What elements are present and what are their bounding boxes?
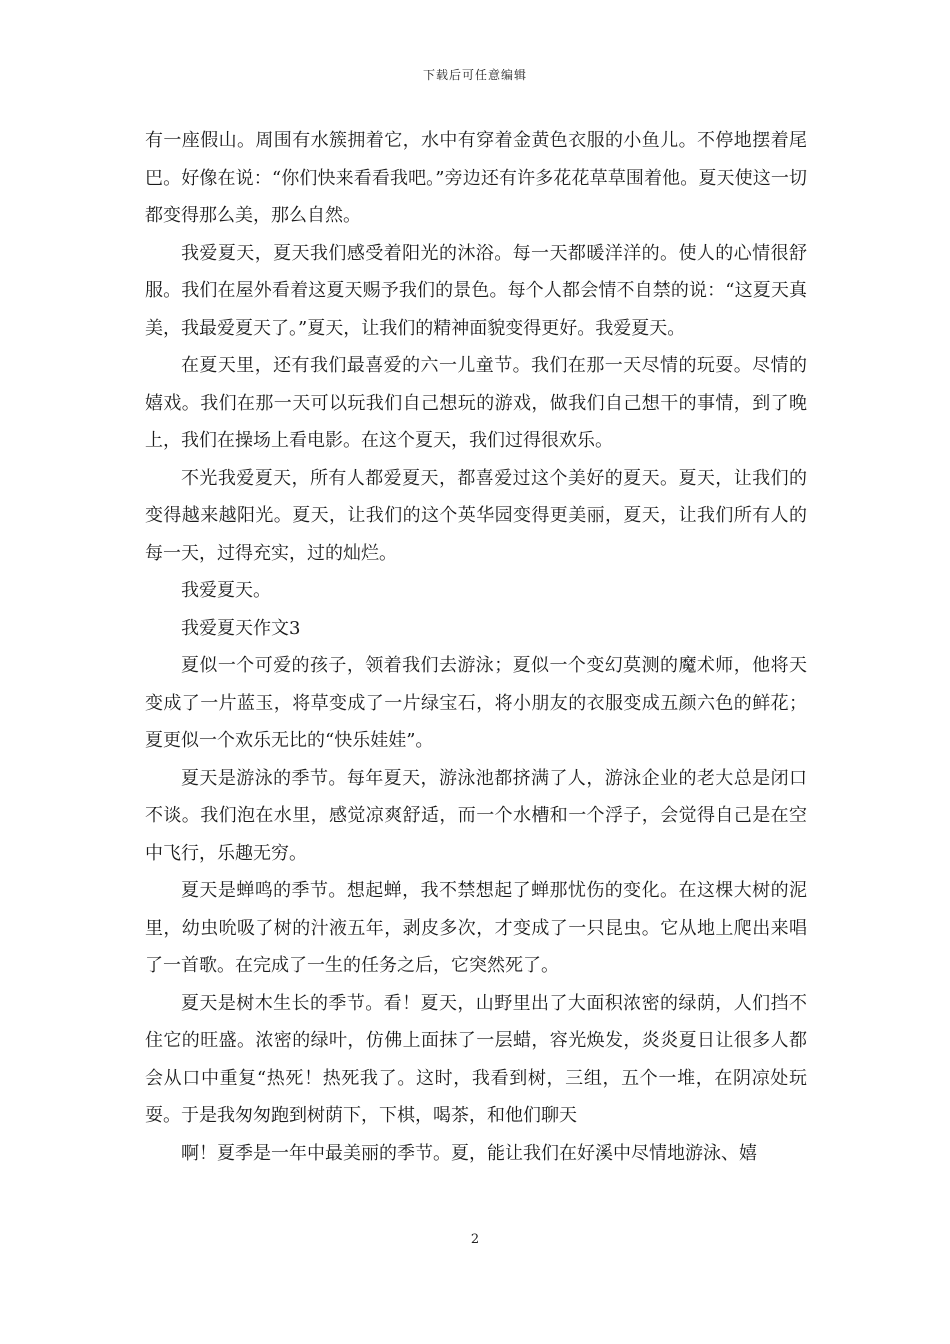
paragraph: 在夏天里，还有我们最喜爱的六一儿童节。我们在那一天尽情的玩耍。尽情的嬉戏。我们在那一天可以玩我们自己想玩的游戏，做我们自己想干的事情，到了晚上，我们在操场上看电影。在这个夏天，我们过得很欢乐。 bbox=[145, 355, 807, 451]
paragraph: 我爱夏天。 bbox=[181, 580, 271, 601]
paragraph: 夏天是游泳的季节。每年夏天，游泳池都挤满了人，游泳企业的老大总是闭口不谈。我们泡在水里，感觉凉爽舒适，而一个水槽和一个浮子，会觉得自己是在空中飞行，乐趣无穷。 bbox=[145, 767, 807, 864]
paragraph: 有一座假山。周围有水簇拥着它，水中有穿着金黄色衣服的小鱼儿。不停地摆着尾巴。好像在说：“你们快来看看我吧。”旁边还有许多花花草草围着他。夏天使这一切都变得那么美，那么自然。 bbox=[145, 130, 807, 226]
paragraph: 夏似一个可爱的孩子，领着我们去游泳；夏似一个变幻莫测的魔术师，他将天变成了一片蓝玉，将草变成了一片绿宝石，将小朋友的衣服变成五颜六色的鲜花；夏更似一个欢乐无比的“快乐娃娃”。 bbox=[145, 655, 807, 751]
paragraph: 啊！夏季是一年中最美丽的季节。夏，能让我们在好溪中尽情地游泳、嬉 bbox=[181, 1142, 757, 1164]
page-header: 下载后可任意编辑 bbox=[422, 68, 527, 82]
document-body bbox=[145, 122, 807, 1172]
paragraph: 夏天是树木生长的季节。看！夏天，山野里出了大面积浓密的绿荫，人们挡不住它的旺盛。浓密的绿叶，仿佛上面抹了一层蜡，容光焕发，炎炎夏日让很多人都会从口中重复“热死！热死我了。这时，我看到树，三组，五个一堆，在阴凉处玩耍。于是我匆匆跑到树荫下，下棋，喝茶，和他们聊天 bbox=[145, 992, 807, 1126]
paragraph: 不光我爱夏天，所有人都爱夏天，都喜爱过这个美好的夏天。夏天，让我们的变得越来越阳光。夏天，让我们的这个英华园变得更美丽，夏天，让我们所有人的每一天，过得充实，过的灿烂。 bbox=[145, 467, 807, 564]
paragraph: 我爱夏天，夏天我们感受着阳光的沐浴。每一天都暖洋洋的。使人的心情很舒服。我们在屋外看着这夏天赐予我们的景色。每个人都会情不自禁的说：“这夏天真美，我最爱夏天了。”夏天，让我们的精神面貌变得更好。我爱夏天。 bbox=[145, 242, 807, 339]
paragraph: 夏天是蝉鸣的季节。想起蝉，我不禁想起了蝉那忧伤的变化。在这棵大树的泥里，幼虫吮吸了树的汁液五年，剥皮多次，才变成了一只昆虫。它从地上爬出来唱了一首歌。在完成了一生的任务之后，它突然死了。 bbox=[145, 880, 807, 976]
page-number: 2 bbox=[470, 1232, 480, 1247]
section-heading: 我爱夏天作文3 bbox=[181, 617, 301, 639]
